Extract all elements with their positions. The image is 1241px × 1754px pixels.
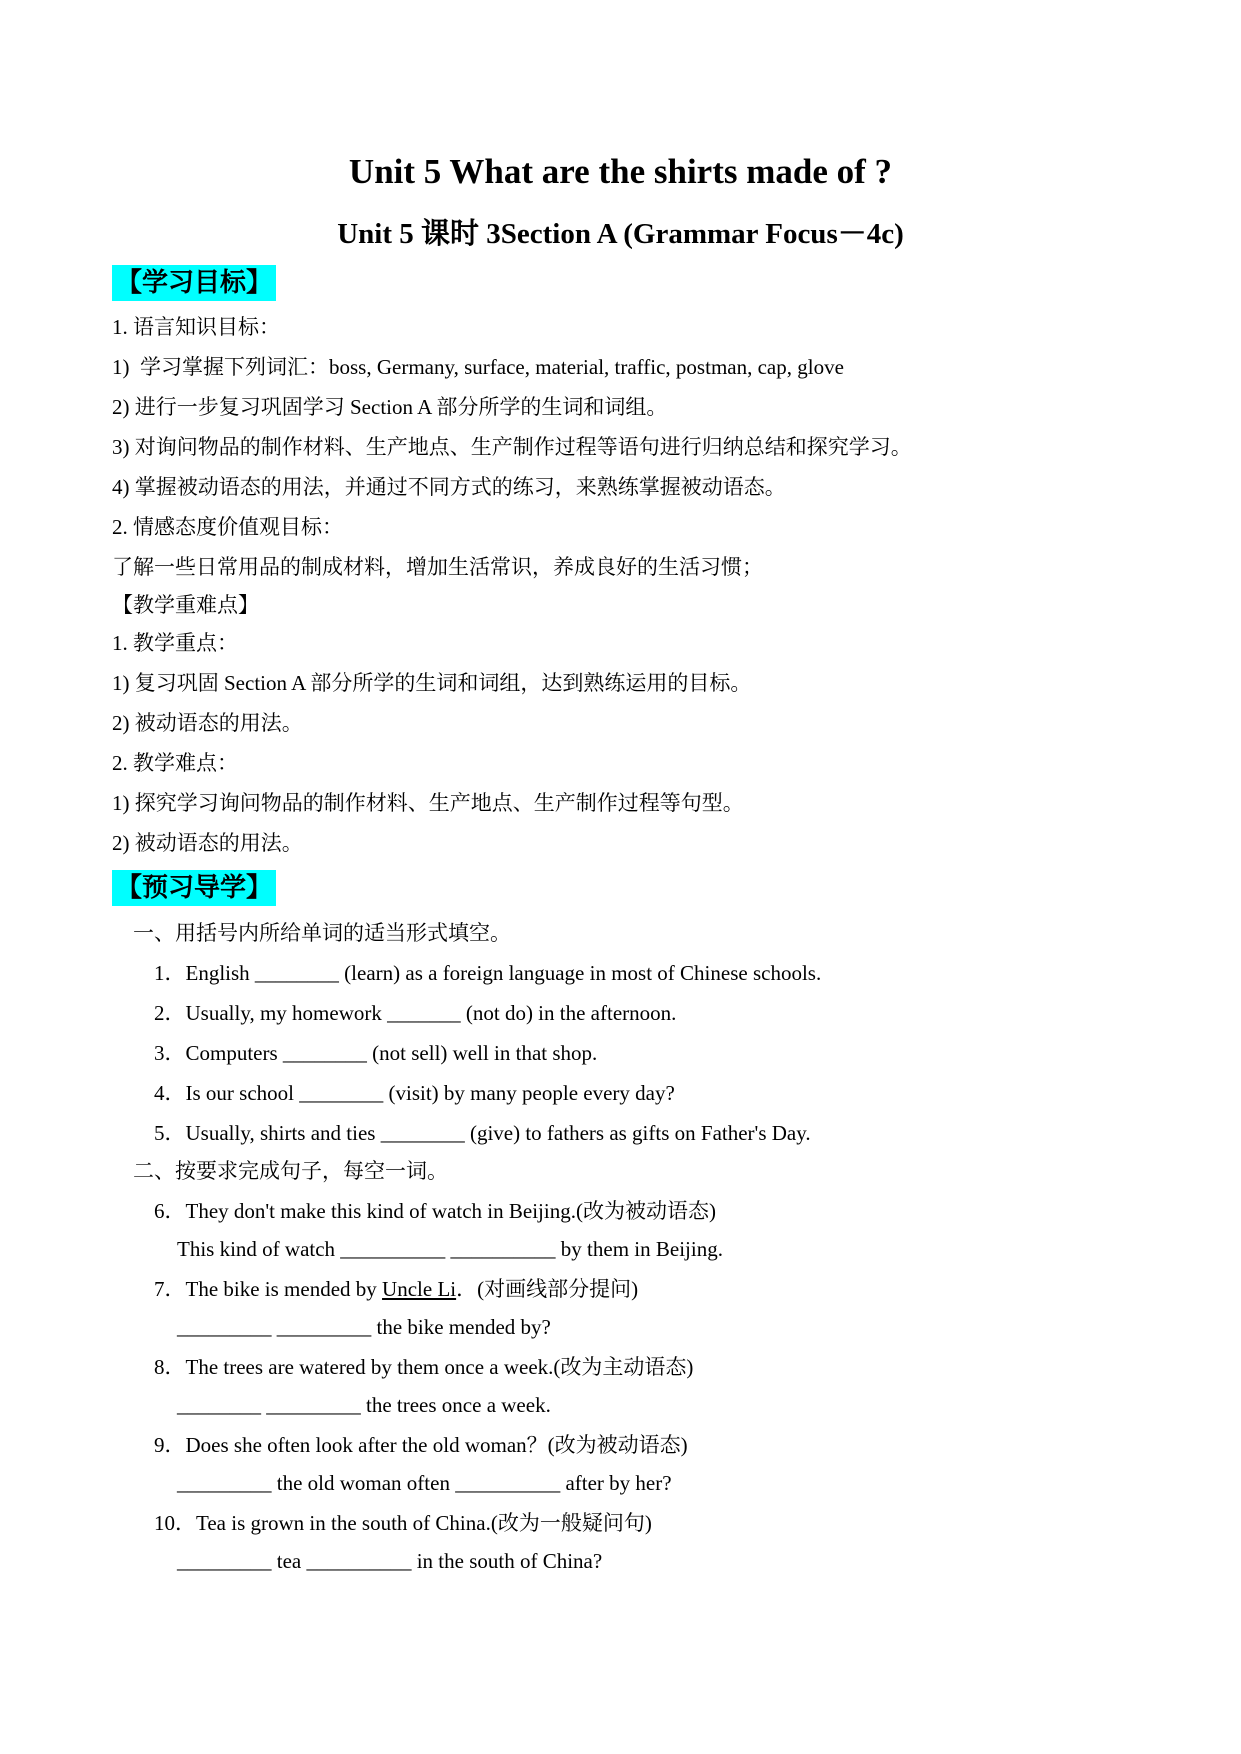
exercise-answer-line: _________ _________ the bike mended by? [177,1315,551,1339]
exercise-item: 3．Computers ________ (not sell) well in that shop. [154,1041,598,1065]
exercise-answer-line: _________ the old woman often __________ after by her? [177,1471,672,1495]
goal-line: 1) 学习掌握下列词汇：boss, Germany, surface, material, traffic, postman, cap, glove [112,355,844,379]
goal-line: 4) 掌握被动语态的用法，并通过不同方式的练习，来熟练掌握被动语态。 [112,475,786,499]
goal-line: 1. 语言知识目标： [112,315,280,339]
goal-line: 2) 进行一步复习巩固学习 Section A 部分所学的生词和词组。 [112,395,668,419]
exercise-item: 5．Usually, shirts and ties ________ (give) to fathers as gifts on Father's Day. [154,1121,811,1145]
goal-line: 2) 被动语态的用法。 [112,711,303,735]
exercise-item: 2．Usually, my homework _______ (not do) in the afternoon. [154,1001,677,1025]
exercise-item: 4．Is our school ________ (visit) by many people every day? [154,1081,675,1105]
section-heading-learning-goals: 【学习目标】 [112,265,276,301]
exercise-answer-line: ________ _________ the trees once a week. [177,1393,551,1417]
exercise-answer-line: This kind of watch __________ __________ by them in Beijing. [177,1237,723,1261]
exercise-item: 9．Does she often look after the old woman？(改为被动语态) [154,1433,688,1457]
exercise-section-title: 二、按要求完成句子，每空一词。 [133,1159,448,1183]
exercise-text: ．(对画线部分提问) [456,1277,639,1301]
goal-line: 了解一些日常用品的制成材料，增加生活常识，养成良好的生活习惯； [112,555,763,579]
goal-line: 3) 对询问物品的制作材料、生产地点、生产制作过程等语句进行归纳总结和探究学习。 [112,435,912,459]
document-subtitle: Unit 5 课时 3Section A (Grammar Focus－4c) [337,218,904,250]
goal-line: 1) 复习巩固 Section A 部分所学的生词和词组，达到熟练运用的目标。 [112,671,752,695]
goal-line: 2) 被动语态的用法。 [112,831,303,855]
exercise-item: 6．They don't make this kind of watch in Beijing.(改为被动语态) [154,1199,716,1223]
goal-line: 2. 教学难点： [112,751,238,775]
goal-line: 1) 探究学习询问物品的制作材料、生产地点、生产制作过程等句型。 [112,791,744,815]
document-title: Unit 5 What are the shirts made of ? [348,152,893,191]
underlined-phrase: Uncle Li [382,1277,457,1301]
goal-line: 【教学重难点】 [112,593,259,617]
goal-line: 2. 情感态度价值观目标： [112,515,343,539]
exercise-item: 8．The trees are watered by them once a week.(改为主动语态) [154,1355,694,1379]
exercise-section-title: 一、用括号内所给单词的适当形式填空。 [133,921,511,945]
exercise-answer-line: _________ tea __________ in the south of China? [177,1549,603,1573]
section-heading-preview: 【预习导学】 [112,870,276,906]
exercise-item: 10．Tea is grown in the south of China.(改为一般疑问句) [154,1511,652,1535]
exercise-item: 1．English ________ (learn) as a foreign language in most of Chinese schools. [154,961,822,985]
goal-line: 1. 教学重点： [112,631,238,655]
exercise-text: 7．The bike is mended by [154,1277,383,1301]
exercise-item [154,1274,638,1304]
